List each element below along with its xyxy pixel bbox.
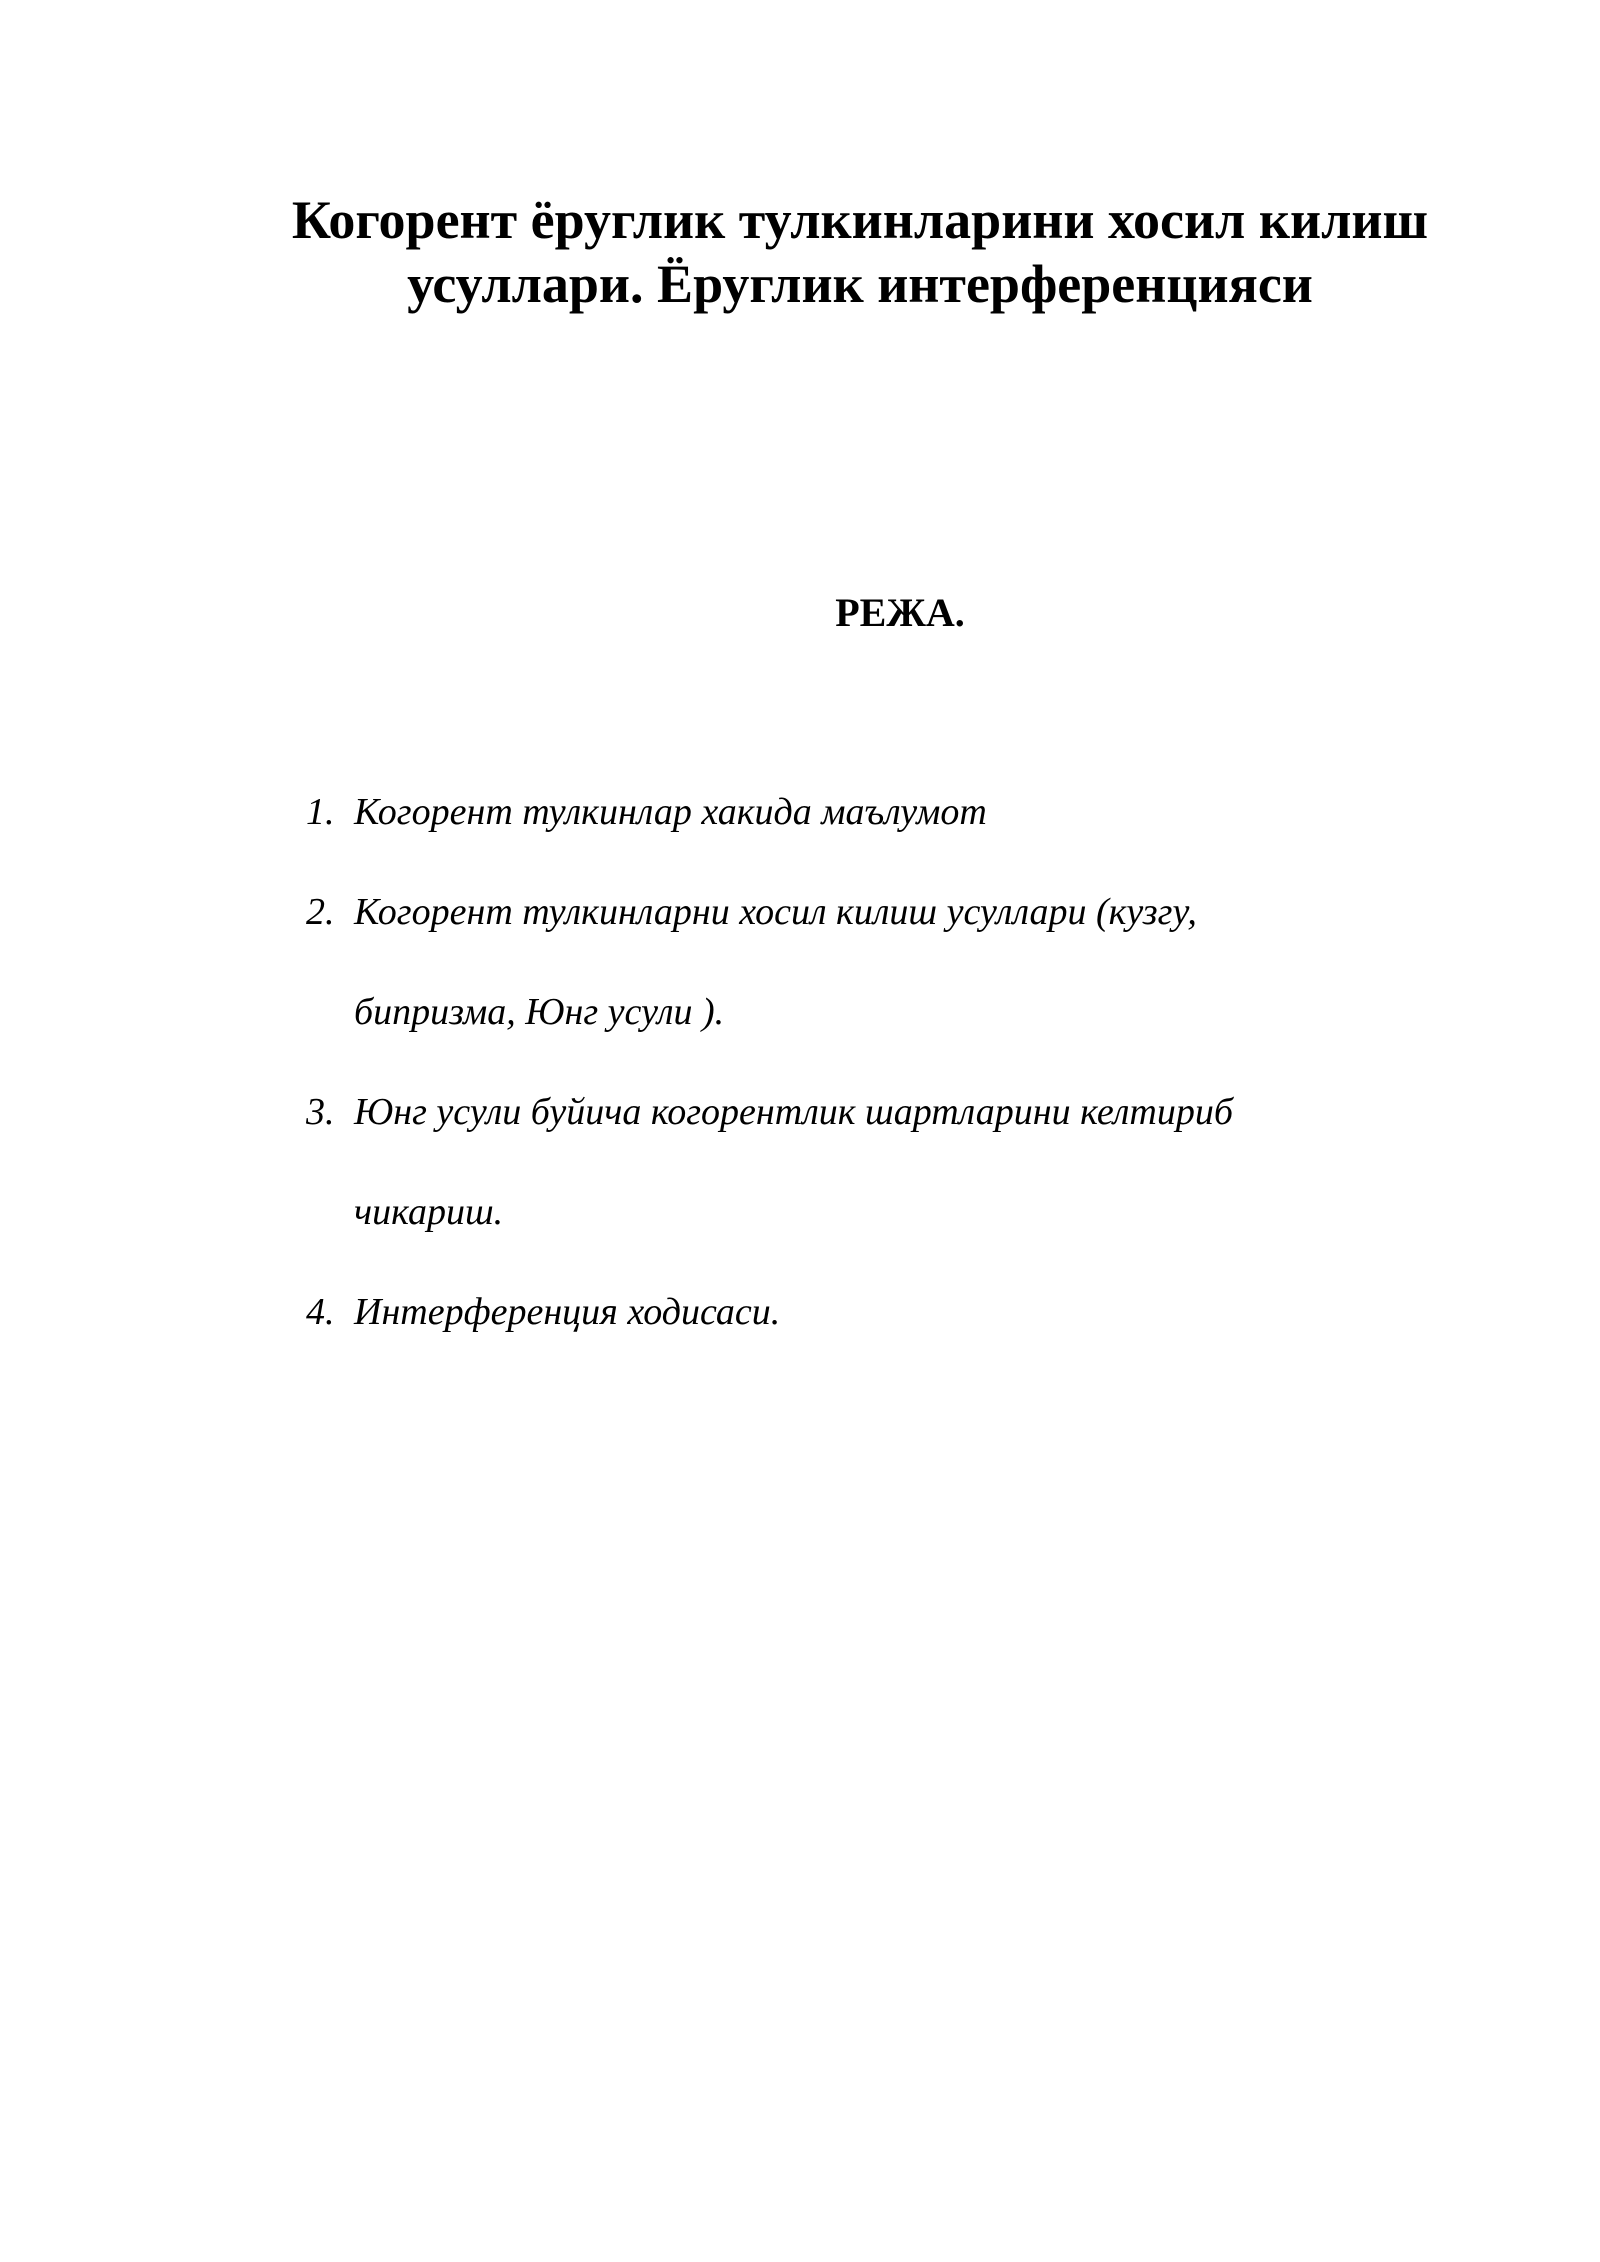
document-title-line: Когорент ёруглик тулкинларини хосил килиш bbox=[291, 190, 1429, 250]
plan-item-text: Юнг усули буйича когорентлик шартларини келтириб bbox=[354, 1091, 1233, 1133]
plan-item-text: Когорент тулкинлар хакида маълумот bbox=[354, 791, 987, 833]
plan-item-text: Когорент тулкинларни хосил килиш усуллари (кузгу, bbox=[354, 891, 1197, 933]
plan-item bbox=[298, 762, 1448, 862]
plan-item-text: Интерференция ходисаси. bbox=[354, 1291, 781, 1333]
plan-item-number: 1. bbox=[306, 791, 335, 833]
plan-item-text: чикариш. bbox=[354, 1191, 504, 1233]
plan-item-text: бипризма, Юнг усули ). bbox=[354, 991, 725, 1033]
document-title-line: усуллари. Ёруглик интерференцияси bbox=[407, 254, 1313, 314]
plan-heading: РЕЖА. bbox=[835, 590, 965, 635]
document-title bbox=[160, 188, 1560, 316]
plan-item-number: 3. bbox=[306, 1091, 335, 1133]
plan-item bbox=[298, 1062, 1448, 1262]
plan-item bbox=[298, 1262, 1448, 1362]
plan-item-number: 4. bbox=[306, 1291, 335, 1333]
plan-list bbox=[298, 762, 1448, 1362]
plan-item-number: 2. bbox=[306, 891, 335, 933]
plan-item bbox=[298, 862, 1448, 1062]
